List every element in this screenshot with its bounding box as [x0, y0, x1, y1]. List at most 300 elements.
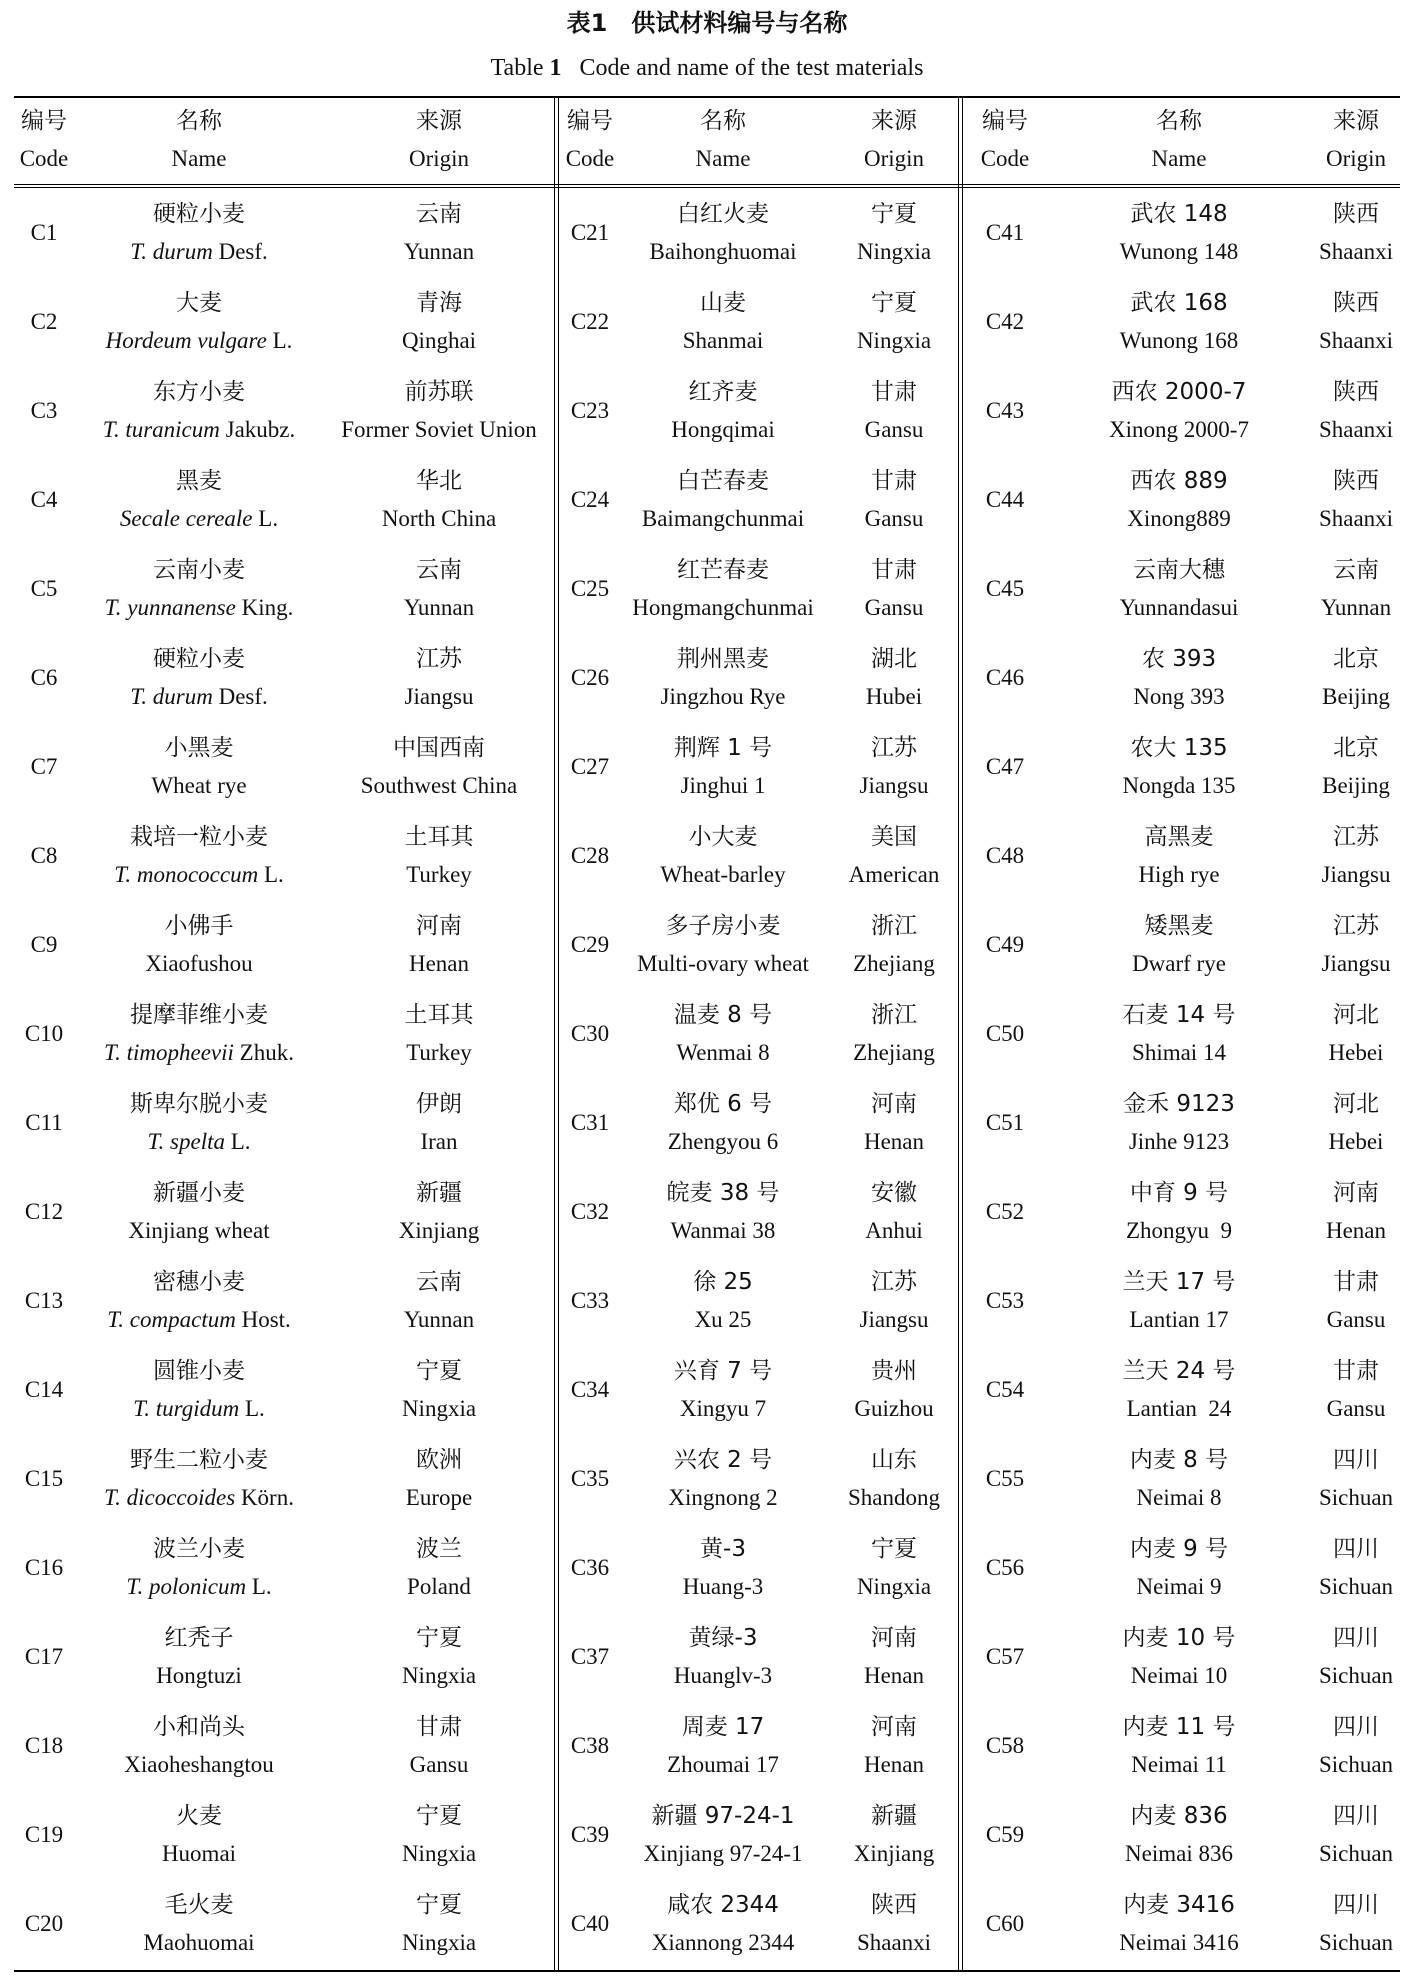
origin-en: Sichuan [1318, 1840, 1394, 1866]
name-en [642, 500, 804, 537]
code-cell: C4 [30, 487, 58, 512]
code-cell: C59 [985, 1822, 1025, 1847]
origin-cn: 四川 [1333, 1624, 1379, 1651]
name-en-latin: T. polonicum [126, 1573, 247, 1599]
origin-cn: 宁夏 [416, 1624, 462, 1651]
name-en [632, 589, 813, 626]
name-cell [620, 1086, 826, 1160]
name-cn: 多子房小麦 [665, 912, 781, 939]
code-cell: C6 [30, 665, 58, 690]
table-caption-en [0, 53, 1414, 83]
name-cn: 波兰小麦 [153, 1535, 245, 1562]
name-en [1127, 1390, 1232, 1427]
name-en [120, 500, 278, 537]
name-cell [1046, 997, 1312, 1071]
name-en-text: Jakubz. [219, 416, 296, 442]
name-en [1132, 1034, 1226, 1071]
table-row [964, 1434, 1400, 1523]
name-cell [1046, 1353, 1312, 1427]
name-cell [74, 1264, 324, 1338]
origin-cell [826, 908, 962, 982]
origin-cell [1312, 196, 1400, 270]
name-en-text: Jingzhou Rye [660, 683, 786, 709]
origin-cn: 甘肃 [1333, 1357, 1379, 1384]
origin-cn: 宁夏 [871, 200, 917, 227]
origin-en: Ningxia [856, 1573, 932, 1599]
name-en [667, 1746, 779, 1783]
name-en-text: Wanmai 38 [670, 1217, 776, 1243]
name-en-latin: Secale cereale [119, 505, 253, 531]
origin-cn: 浙江 [871, 912, 917, 939]
code-cell: C11 [25, 1110, 63, 1135]
origin-cell [1312, 1175, 1400, 1249]
code-cell: C8 [30, 843, 58, 868]
name-en-text: Shimai 14 [1132, 1039, 1226, 1065]
origin-cn: 伊朗 [416, 1090, 462, 1117]
name-en-text: L. [266, 327, 293, 353]
origin-cn: 陕西 [871, 1891, 917, 1918]
origin-cell [1312, 463, 1400, 537]
name-en-text: Huanglv-3 [673, 1662, 773, 1688]
origin-cell [826, 196, 962, 270]
table-row [14, 633, 554, 722]
name-cn: 大麦 [176, 289, 222, 316]
code-cell: C39 [570, 1822, 610, 1847]
name-cell [74, 1531, 324, 1605]
code-cell: C57 [985, 1644, 1025, 1669]
name-cn: 小和尚头 [153, 1713, 245, 1740]
table-row [560, 544, 962, 633]
code-cell: C2 [30, 309, 58, 334]
table-row [14, 1790, 554, 1879]
header-code-cn: 编号 [21, 108, 67, 134]
name-en-text: Hongmangchunmai [632, 594, 814, 620]
header-code-en: Code [565, 146, 615, 171]
header-code-cn: 编号 [982, 108, 1028, 134]
origin-cell [1312, 285, 1400, 359]
code-cell: C3 [30, 398, 58, 423]
origin-en: Hebei [1328, 1039, 1384, 1065]
name-en-text: Nongda 135 [1122, 772, 1236, 798]
origin-en: Southwest China [360, 772, 518, 798]
origin-cell [324, 997, 554, 1071]
name-en-latin: Hordeum vulgare [105, 327, 267, 353]
name-en [683, 322, 764, 359]
name-en-text: Multi-ovary wheat [637, 950, 809, 976]
name-cn: 白红火麦 [677, 200, 769, 227]
origin-cn: 新疆 [871, 1802, 917, 1829]
origin-cn: 江苏 [871, 734, 917, 761]
table-row [560, 1434, 962, 1523]
name-en-latin: T. turanicum [102, 416, 220, 442]
code-cell: C5 [30, 576, 58, 601]
name-cell [1046, 1620, 1312, 1694]
name-cn: 内麦 8 号 [1129, 1446, 1229, 1473]
name-cell [620, 1531, 826, 1605]
table-row [14, 1167, 554, 1256]
name-cell [74, 1887, 324, 1961]
name-en-text: Neimai 3416 [1119, 1929, 1239, 1955]
name-en-text: Desf. [212, 683, 268, 709]
name-en-text: King. [235, 594, 294, 620]
table-row [964, 366, 1400, 455]
code-cell: C43 [985, 398, 1025, 423]
name-en-text: Hongqimai [671, 416, 775, 442]
name-cell [620, 730, 826, 804]
code-cell: C55 [985, 1466, 1025, 1491]
name-cell [620, 552, 826, 626]
origin-cn: 山东 [871, 1446, 917, 1473]
origin-cn: 中国西南 [393, 734, 485, 761]
code-cell: C48 [985, 843, 1025, 868]
name-en-text: Zhengyou 6 [667, 1128, 779, 1154]
name-en-text: L. [258, 861, 284, 887]
name-en [147, 1123, 250, 1160]
caption-number: 1 [549, 55, 562, 81]
origin-en: Gansu [1326, 1395, 1386, 1421]
name-en [668, 1479, 777, 1516]
name-cn: 硬粒小麦 [153, 200, 245, 227]
table-row [964, 277, 1400, 366]
name-cell [74, 997, 324, 1071]
name-en-latin: T. yunnanense [104, 594, 236, 620]
origin-cell [1312, 908, 1400, 982]
code-cell: C7 [30, 754, 58, 779]
name-en [1119, 1924, 1238, 1961]
origin-cell [1312, 552, 1400, 626]
origin-cell [1312, 374, 1400, 448]
origin-en: Ningxia [401, 1395, 477, 1421]
origin-en: Beijing [1322, 683, 1390, 709]
origin-cell [324, 1264, 554, 1338]
origin-cn: 甘肃 [416, 1713, 462, 1740]
code-cell: C26 [570, 665, 610, 690]
header-name [74, 103, 324, 177]
name-cn: 小佛手 [164, 912, 234, 939]
name-cn: 周麦 17 [681, 1713, 765, 1740]
header-origin-cn: 来源 [1333, 108, 1379, 134]
header-code-cn: 编号 [567, 108, 613, 134]
name-en-text: Lantian 24 [1126, 1395, 1232, 1421]
origin-cell [826, 730, 962, 804]
name-en-text: Xingnong 2 [668, 1484, 778, 1510]
name-cn: 内麦 9 号 [1129, 1535, 1229, 1562]
origin-cell [1312, 1086, 1400, 1160]
name-cn: 高黑麦 [1144, 823, 1214, 850]
origin-en: Shaanxi [1318, 505, 1394, 531]
code-cell: C30 [570, 1021, 610, 1046]
origin-cn: 宁夏 [416, 1357, 462, 1384]
origin-cn: 新疆 [416, 1179, 462, 1206]
name-cell [74, 552, 324, 626]
origin-en: Jiangsu [404, 683, 474, 709]
code-cell: C49 [985, 932, 1025, 957]
header-origin [826, 103, 962, 177]
name-cn: 提摩菲维小麦 [130, 1001, 268, 1028]
table-row [560, 989, 962, 1078]
table-row [14, 989, 554, 1078]
origin-en: Zhejiang [853, 950, 935, 976]
code-cell: C18 [24, 1733, 64, 1758]
code-cell: C45 [985, 576, 1025, 601]
origin-cell [1312, 641, 1400, 715]
origin-en: Sichuan [1318, 1751, 1394, 1777]
header-row [964, 96, 1400, 184]
table-row [14, 1523, 554, 1612]
column-group [964, 96, 1400, 1972]
name-en-text: Shanmai [682, 327, 764, 353]
origin-en: Jiangsu [1321, 861, 1391, 887]
origin-cell [1312, 1442, 1400, 1516]
origin-cell [1312, 1531, 1400, 1605]
name-cell [620, 1442, 826, 1516]
table-row [14, 1256, 554, 1345]
origin-en: Hebei [1328, 1128, 1384, 1154]
name-cn: 郑优 6 号 [673, 1090, 773, 1117]
name-en-text: Baimangchunmai [641, 505, 805, 531]
origin-cn: 四川 [1333, 1891, 1379, 1918]
table-row [964, 722, 1400, 811]
code-cell: C12 [24, 1199, 64, 1224]
column-group-divider [558, 96, 559, 1972]
name-cn: 东方小麦 [153, 378, 245, 405]
table-row [14, 1879, 554, 1968]
origin-en: Henan [408, 950, 470, 976]
origin-cn: 安徽 [871, 1179, 917, 1206]
origin-cn: 河南 [1333, 1179, 1379, 1206]
table-row [560, 1345, 962, 1434]
name-cn: 农大 135 [1130, 734, 1228, 761]
origin-cn: 甘肃 [871, 556, 917, 583]
origin-cell [324, 1887, 554, 1961]
name-cn: 火麦 [176, 1802, 222, 1829]
name-cn: 山麦 [700, 289, 746, 316]
origin-cell [1312, 1353, 1400, 1427]
name-en-text: L. [252, 505, 279, 531]
name-en-text: Xinjiang wheat [128, 1217, 270, 1243]
origin-en: Gansu [409, 1751, 469, 1777]
table-row [560, 722, 962, 811]
code-cell: C24 [570, 487, 610, 512]
code-cell: C22 [570, 309, 610, 334]
name-en-text: Zhongyu 9 [1125, 1217, 1233, 1243]
name-en [668, 1123, 779, 1160]
origin-cell [324, 1709, 554, 1783]
name-cell [74, 196, 324, 270]
name-cell [74, 1620, 324, 1694]
name-en-text: Neimai 9 [1136, 1573, 1222, 1599]
origin-cell [826, 285, 962, 359]
name-en-text: Baihonghuomai [649, 238, 797, 264]
origin-cn: 四川 [1333, 1535, 1379, 1562]
origin-cn: 河北 [1333, 1090, 1379, 1117]
name-cell [620, 374, 826, 448]
name-en [681, 767, 766, 804]
name-cn: 咸农 2344 [667, 1891, 779, 1918]
origin-en: Hubei [865, 683, 923, 709]
name-cn: 内麦 836 [1130, 1802, 1228, 1829]
origin-cn: 湖北 [871, 645, 917, 672]
code-cell: C15 [24, 1466, 64, 1491]
caption-title: Code and name of the test materials [579, 55, 924, 81]
name-en-text: Lantian 17 [1129, 1306, 1229, 1332]
name-en-text: Jinghui 1 [680, 772, 766, 798]
origin-cell [324, 730, 554, 804]
name-cell [74, 1709, 324, 1783]
origin-en: Gansu [1326, 1306, 1386, 1332]
code-cell: C20 [24, 1911, 64, 1936]
materials-table [14, 96, 1400, 1972]
origin-en: Jiangsu [859, 772, 929, 798]
origin-cn: 四川 [1333, 1802, 1379, 1829]
name-en [151, 767, 246, 804]
name-cn: 西农 2000-7 [1111, 378, 1247, 405]
name-cell [74, 1798, 324, 1872]
origin-cell [1312, 1798, 1400, 1872]
origin-en: Xinjiang [398, 1217, 480, 1243]
origin-cn: 陕西 [1333, 467, 1379, 494]
name-en [126, 1568, 271, 1605]
name-en [1133, 678, 1224, 715]
code-cell: C27 [570, 754, 610, 779]
origin-en: Ningxia [401, 1929, 477, 1955]
origin-cell [826, 1620, 962, 1694]
name-en [145, 945, 252, 982]
table-row [560, 1879, 962, 1968]
header-name-cn: 名称 [700, 108, 746, 134]
table-row [560, 1523, 962, 1612]
origin-en: Europe [405, 1484, 473, 1510]
name-cell [1046, 1264, 1312, 1338]
name-cell [620, 1353, 826, 1427]
name-en [107, 1301, 291, 1338]
name-en [124, 1746, 273, 1783]
code-cell: C56 [985, 1555, 1025, 1580]
name-cell [74, 1353, 324, 1427]
header-name [1046, 103, 1312, 177]
name-en [1137, 1479, 1222, 1516]
origin-en: North China [381, 505, 497, 531]
code-cell: C31 [570, 1110, 610, 1135]
name-cn: 皖麦 38 号 [666, 1179, 780, 1206]
name-cn: 兴农 2 号 [673, 1446, 773, 1473]
table-row [560, 277, 962, 366]
origin-en: Shaanxi [856, 1929, 932, 1955]
name-en-text: Xiaofushou [145, 950, 253, 976]
origin-en: Zhejiang [853, 1039, 935, 1065]
name-en-text: Huang-3 [682, 1573, 764, 1599]
origin-cn: 华北 [416, 467, 462, 494]
name-cell [1046, 463, 1312, 537]
table-row [964, 188, 1400, 277]
name-cell [1046, 374, 1312, 448]
origin-en: Sichuan [1318, 1662, 1394, 1688]
name-en [1137, 1568, 1222, 1605]
name-en [114, 856, 284, 893]
name-cell [620, 196, 826, 270]
name-en [156, 1657, 242, 1694]
origin-cell [826, 1086, 962, 1160]
name-en-latin: T. compactum [107, 1306, 236, 1332]
name-en [133, 1390, 265, 1427]
name-cell [74, 730, 324, 804]
name-cell [74, 1175, 324, 1249]
name-en-text: Zhoumai 17 [667, 1751, 779, 1777]
name-en-latin: T. timopheevii [104, 1039, 234, 1065]
code-cell: C28 [570, 843, 610, 868]
name-cn: 黑麦 [176, 467, 222, 494]
table-row [964, 1701, 1400, 1790]
origin-cell [826, 374, 962, 448]
header-row [560, 96, 962, 184]
origin-en: Jiangsu [1321, 950, 1391, 976]
origin-cn: 陕西 [1333, 200, 1379, 227]
origin-cell [324, 285, 554, 359]
origin-en: Gansu [864, 505, 924, 531]
origin-cell [324, 196, 554, 270]
table-row [14, 188, 554, 277]
name-cn: 武农 148 [1130, 200, 1228, 227]
name-en-text: Xinong889 [1127, 505, 1231, 531]
name-cn: 斯卑尔脱小麦 [130, 1090, 268, 1117]
name-en-text: Nong 393 [1133, 683, 1225, 709]
name-cell [1046, 1442, 1312, 1516]
name-en-text: Xiannong 2344 [651, 1929, 795, 1955]
name-cn: 红秃子 [164, 1624, 234, 1651]
origin-en: Yunnan [403, 1306, 475, 1332]
origin-en: Poland [407, 1573, 471, 1599]
table-row [964, 1523, 1400, 1612]
table-row [964, 1879, 1400, 1968]
origin-cn: 甘肃 [871, 378, 917, 405]
origin-cn: 河南 [871, 1090, 917, 1117]
table-row [14, 366, 554, 455]
name-cell [1046, 196, 1312, 270]
origin-en: Guizhou [854, 1395, 934, 1421]
name-cn: 云南小麦 [153, 556, 245, 583]
name-cell [1046, 1086, 1312, 1160]
code-cell: C33 [570, 1288, 610, 1313]
name-cn: 栽培一粒小麦 [130, 823, 268, 850]
name-en-text: Körn. [235, 1484, 294, 1510]
name-cell [620, 997, 826, 1071]
origin-cell [324, 463, 554, 537]
name-cn: 小大麦 [688, 823, 758, 850]
name-en-text: Host. [235, 1306, 291, 1332]
header-name-en: Name [171, 146, 227, 171]
table-row [560, 1256, 962, 1345]
code-cell: C13 [24, 1288, 64, 1313]
name-cell [620, 908, 826, 982]
origin-cell [826, 1353, 962, 1427]
code-cell: C35 [570, 1466, 610, 1491]
name-cn: 野生二粒小麦 [130, 1446, 268, 1473]
name-cn: 石麦 14 号 [1122, 1001, 1236, 1028]
origin-cell [1312, 1264, 1400, 1338]
name-en-text: Desf. [212, 238, 268, 264]
table-row [560, 811, 962, 900]
name-en-text: Zhuk. [233, 1039, 294, 1065]
origin-cell [826, 1531, 962, 1605]
table-row [560, 1790, 962, 1879]
name-cell [1046, 1798, 1312, 1872]
table-row [964, 1167, 1400, 1256]
header-origin-en: Origin [408, 146, 470, 171]
header-name-en: Name [1151, 146, 1207, 171]
name-cn: 徐 25 [693, 1268, 753, 1295]
name-cell [74, 641, 324, 715]
origin-en: Henan [1325, 1217, 1387, 1243]
